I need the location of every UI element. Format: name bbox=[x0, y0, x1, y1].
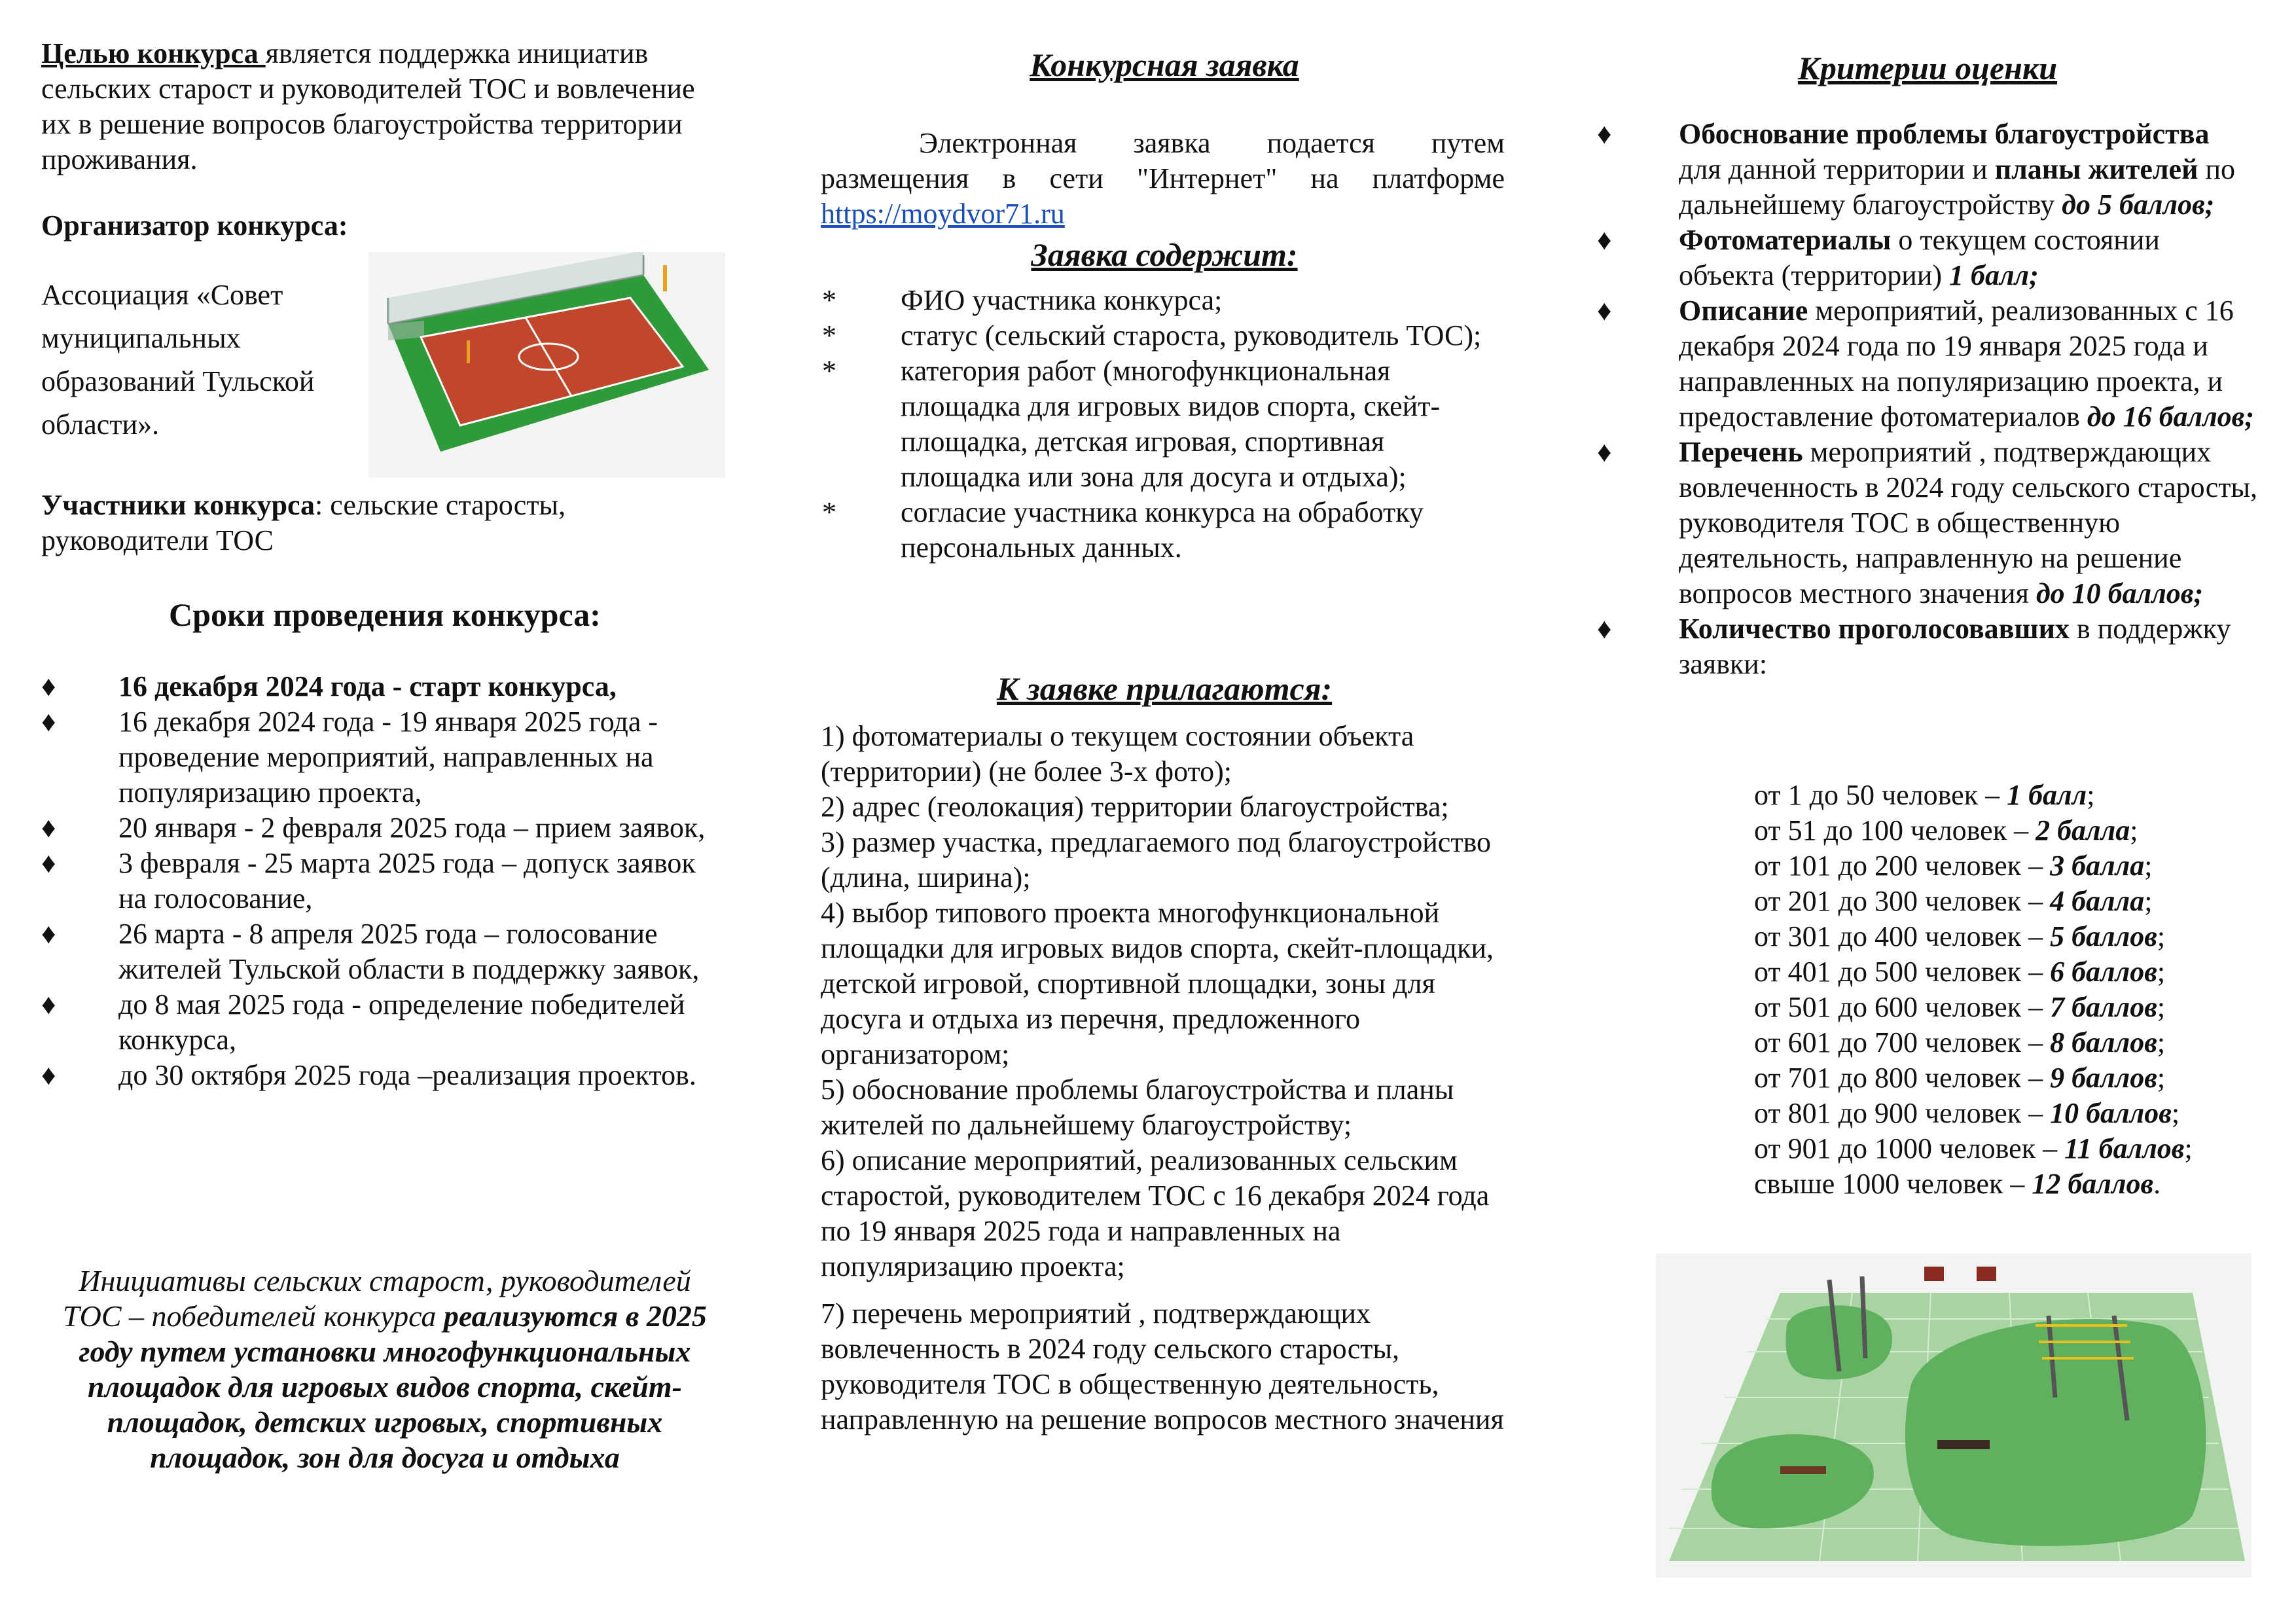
terms-item bbox=[41, 704, 715, 810]
criteria-score: до 5 баллов; bbox=[2062, 189, 2215, 221]
vote-score-line bbox=[1597, 1060, 2258, 1096]
diamond-bullet-icon: ♦ bbox=[41, 988, 56, 1020]
vote-score-range: от 101 до 200 человек – bbox=[1754, 850, 2051, 882]
contains-item-text: статус (сельский староста, руководитель ТОС); bbox=[901, 319, 1482, 352]
terms-item-text: 3 февраля - 25 марта 2025 года – допуск заявок на голосование, bbox=[118, 847, 696, 914]
playground-image bbox=[1656, 1254, 2251, 1578]
vote-score-line bbox=[1597, 1166, 2258, 1202]
closing-bold-text: реализуются в 2025 году путем установки многофункциональных площадок для игровых видов спорта, скейт-площадок, детских игровых, спортивных площадок, зон для досуга и отдыха bbox=[79, 1299, 707, 1474]
vote-score-range: от 501 до 600 человек – bbox=[1754, 991, 2051, 1023]
diamond-bullet-icon: ♦ bbox=[41, 918, 56, 950]
criteria-bold: Описание bbox=[1679, 295, 1808, 327]
criteria-text: о текущем состоянии объекта (территории) bbox=[1679, 224, 2160, 291]
attached-item: 4) выбор типового проекта многофункциональной площадки для игровых видов спорта, скейт-площадки, детской игровой, спортивной площадки, зоны для досуга и отдыха из перечня, предложенного организатором; bbox=[821, 897, 1494, 1070]
vote-score-end: ; bbox=[2087, 779, 2095, 811]
criteria-score: до 10 баллов; bbox=[2036, 577, 2204, 609]
contains-item bbox=[821, 318, 1505, 353]
vote-scores-list bbox=[1597, 778, 2258, 1202]
vote-score-end: ; bbox=[2157, 956, 2166, 988]
criteria-text: по дальнейшему благоустройству bbox=[1679, 153, 2235, 221]
vote-score-line bbox=[1597, 884, 2258, 919]
terms-item bbox=[41, 669, 715, 704]
contains-item bbox=[821, 495, 1505, 566]
terms-item-text: до 30 октября 2025 года –реализация проектов. bbox=[118, 1059, 696, 1091]
diamond-bullet-icon: ♦ bbox=[1597, 224, 1612, 256]
vote-score-end: ; bbox=[2184, 1132, 2193, 1164]
diamond-bullet-icon: ♦ bbox=[1597, 613, 1612, 645]
vote-score-points: 10 баллов bbox=[2050, 1097, 2172, 1129]
terms-list bbox=[41, 669, 715, 1093]
vote-score-line bbox=[1597, 813, 2258, 848]
terms-item-text: 26 марта - 8 апреля 2025 года – голосование жителей Тульской области в поддержку заявок, bbox=[118, 918, 700, 985]
contains-item-text: категория работ (многофункциональная площадка для игровых видов спорта, скейт-площадка, детская игровая, спортивная площадка или зона для досуга и отдыха); bbox=[901, 355, 1441, 493]
criteria-text: в поддержку заявки: bbox=[1679, 613, 2231, 680]
vote-score-points: 1 балл bbox=[2007, 779, 2087, 811]
vote-score-end: ; bbox=[2157, 1062, 2166, 1094]
vote-score-points: 2 балла bbox=[2036, 814, 2130, 846]
participants-paragraph bbox=[41, 488, 702, 558]
criteria-bold: Обоснование проблемы благоустройства bbox=[1679, 118, 2210, 150]
vote-score-range: от 901 до 1000 человек – bbox=[1754, 1132, 2065, 1164]
organizer-text: Ассоциация «Совет муниципальных образований Тульской области». bbox=[41, 279, 315, 441]
vote-score-range: от 601 до 700 человек – bbox=[1754, 1026, 2051, 1058]
criteria-text: мероприятий, реализованных с 16 декабря 2024 года по 19 января 2025 года и направленных на популяризацию проекта, и предоставление фотоматериалов bbox=[1679, 295, 2234, 433]
vote-score-line bbox=[1597, 990, 2258, 1025]
criteria-score: 1 балл; bbox=[1949, 259, 2039, 291]
application-heading: Конкурсная заявка bbox=[1030, 46, 1299, 83]
vote-score-end: ; bbox=[2157, 920, 2166, 952]
criteria-heading: Критерии оценки bbox=[1797, 50, 2058, 86]
criteria-text: для данной территории и bbox=[1679, 153, 1995, 185]
criteria-bold: Количество проголосовавших bbox=[1679, 613, 2070, 645]
vote-score-points: 12 баллов bbox=[2032, 1168, 2154, 1200]
vote-score-range: от 301 до 400 человек – bbox=[1754, 920, 2051, 952]
star-bullet-icon: * bbox=[822, 496, 836, 528]
contains-item bbox=[821, 353, 1505, 495]
vote-score-end: ; bbox=[2157, 1026, 2166, 1058]
contains-list bbox=[821, 283, 1505, 566]
criteria-score: до 16 баллов; bbox=[2087, 401, 2254, 433]
vote-score-end: ; bbox=[2144, 885, 2153, 917]
terms-item bbox=[41, 987, 715, 1058]
criteria-item bbox=[1597, 435, 2258, 611]
diamond-bullet-icon: ♦ bbox=[41, 847, 56, 879]
vote-score-points: 8 баллов bbox=[2050, 1026, 2157, 1058]
terms-item-text: 16 декабря 2024 года - 19 января 2025 года - проведение мероприятий, направленных на популяризацию проекта, bbox=[118, 706, 658, 808]
goal-label: Целью конкурса bbox=[41, 37, 266, 69]
criteria-item bbox=[1597, 293, 2258, 435]
contains-heading: Заявка содержит: bbox=[1031, 236, 1298, 273]
organizer-label: Организатор конкурса: bbox=[41, 209, 348, 242]
diamond-bullet-icon: ♦ bbox=[41, 706, 56, 738]
terms-item-text: 16 декабря 2024 года - старт конкурса, bbox=[118, 670, 617, 702]
vote-score-points: 5 баллов bbox=[2050, 920, 2157, 952]
diamond-bullet-icon: ♦ bbox=[41, 812, 56, 844]
criteria-list bbox=[1597, 117, 2258, 682]
vote-score-points: 4 балла bbox=[2050, 885, 2145, 917]
vote-score-line bbox=[1597, 778, 2258, 813]
vote-score-points: 7 баллов bbox=[2050, 991, 2157, 1023]
terms-item bbox=[41, 810, 715, 846]
criteria-item bbox=[1597, 223, 2258, 293]
vote-score-range: свыше 1000 человек – bbox=[1754, 1168, 2032, 1200]
vote-score-range: от 1 до 50 человек – bbox=[1754, 779, 2007, 811]
attached-item: 5) обоснование проблемы благоустройства и планы жителей по дальнейшему благоустройству; bbox=[821, 1074, 1454, 1141]
terms-item bbox=[41, 846, 715, 916]
vote-score-line bbox=[1597, 1131, 2258, 1166]
contains-item bbox=[821, 283, 1505, 318]
vote-score-points: 11 баллов bbox=[2064, 1132, 2185, 1164]
vote-score-end: ; bbox=[2171, 1097, 2180, 1129]
attached-list bbox=[821, 719, 1505, 1437]
closing-paragraph bbox=[48, 1263, 722, 1475]
criteria-bold: Перечень bbox=[1679, 436, 1803, 468]
star-bullet-icon: * bbox=[822, 319, 836, 352]
diamond-bullet-icon: ♦ bbox=[1597, 295, 1612, 327]
vote-score-points: 6 баллов bbox=[2050, 956, 2157, 988]
sports-court-illustration bbox=[368, 252, 725, 478]
diamond-bullet-icon: ♦ bbox=[41, 670, 56, 702]
criteria-bold: планы жителей bbox=[1994, 153, 2198, 185]
star-bullet-icon: * bbox=[822, 284, 836, 316]
vote-score-range: от 401 до 500 человек – bbox=[1754, 956, 2051, 988]
attached-item: 2) адрес (геолокация) территории благоустройства; bbox=[821, 791, 1449, 823]
criteria-item bbox=[1597, 117, 2258, 223]
vote-score-end: . bbox=[2153, 1168, 2161, 1200]
vote-score-points: 9 баллов bbox=[2050, 1062, 2157, 1094]
attached-item: 1) фотоматериалы о текущем состоянии объекта (территории) (не более 3-х фото); bbox=[821, 720, 1414, 787]
attached-item: 7) перечень мероприятий , подтверждающих вовлеченность в 2024 году сельского старосты, руководителя ТОС в общественную деятельность, направленную на решение вопросов местного значения bbox=[821, 1297, 1504, 1435]
terms-heading: Сроки проведения конкурса: bbox=[169, 596, 601, 633]
vote-score-range: от 701 до 800 человек – bbox=[1754, 1062, 2051, 1094]
vote-score-range: от 201 до 300 человек – bbox=[1754, 885, 2051, 917]
criteria-bold: Фотоматериалы bbox=[1679, 224, 1892, 256]
vote-score-line bbox=[1597, 954, 2258, 990]
terms-item-text: до 8 мая 2025 года - определение победителей конкурса, bbox=[118, 988, 685, 1056]
terms-item-text: 20 января - 2 февраля 2025 года – прием заявок, bbox=[118, 812, 706, 844]
closing-text: Инициативы сельских старост, руководителей ТОС – победителей конкурса bbox=[63, 1264, 691, 1333]
diamond-bullet-icon: ♦ bbox=[41, 1059, 56, 1091]
contains-item-text: согласие участника конкурса на обработку персональных данных. bbox=[901, 496, 1424, 564]
participants-label: Участники конкурса bbox=[41, 489, 315, 521]
terms-item bbox=[41, 916, 715, 987]
sports-court-image bbox=[368, 252, 725, 478]
diamond-bullet-icon: ♦ bbox=[1597, 118, 1612, 150]
attached-item: 3) размер участка, предлагаемого под благоустройство (длина, ширина); bbox=[821, 826, 1492, 893]
participants-text: : сельские старосты, руководители ТОС bbox=[41, 489, 566, 556]
vote-score-range: от 51 до 100 человек – bbox=[1754, 814, 2036, 846]
vote-score-end: ; bbox=[2130, 814, 2138, 846]
vote-score-line bbox=[1597, 1096, 2258, 1131]
vote-score-line bbox=[1597, 919, 2258, 954]
contains-item-text: ФИО участника конкурса; bbox=[901, 284, 1223, 316]
terms-item bbox=[41, 1058, 715, 1093]
vote-score-line bbox=[1597, 1025, 2258, 1060]
attached-heading: К заявке прилагаются: bbox=[996, 670, 1333, 707]
playground-illustration bbox=[1656, 1254, 2251, 1578]
vote-score-end: ; bbox=[2144, 850, 2153, 882]
application-text: Электронная заявка подается путем размещения в сети "Интернет" на платформе bbox=[821, 127, 1505, 194]
attached-item: 6) описание мероприятий, реализованных сельским старостой, руководителем ТОС с 16 декабря 2024 года по 19 января 2025 года и направленных на популяризацию проекта; bbox=[821, 1144, 1490, 1282]
diamond-bullet-icon: ♦ bbox=[1597, 436, 1612, 468]
platform-link[interactable]: https://moydvor71.ru bbox=[821, 198, 1065, 230]
criteria-text: мероприятий , подтверждающих вовлеченность в 2024 году сельского старосты, руководителя ТОС в общественную деятельность, направленную на решение вопросов местного значения bbox=[1679, 436, 2258, 609]
application-paragraph bbox=[821, 126, 1505, 232]
goal-paragraph bbox=[41, 36, 702, 177]
criteria-item bbox=[1597, 611, 2258, 682]
vote-score-end: ; bbox=[2157, 991, 2166, 1023]
vote-score-line bbox=[1597, 848, 2258, 884]
goal-text: является поддержка инициатив сельских старост и руководителей ТОС и вовлечение их в решение вопросов благоустройства территории проживания. bbox=[41, 37, 695, 175]
vote-score-points: 3 балла bbox=[2050, 850, 2145, 882]
vote-score-range: от 801 до 900 человек – bbox=[1754, 1097, 2051, 1129]
star-bullet-icon: * bbox=[822, 355, 836, 387]
